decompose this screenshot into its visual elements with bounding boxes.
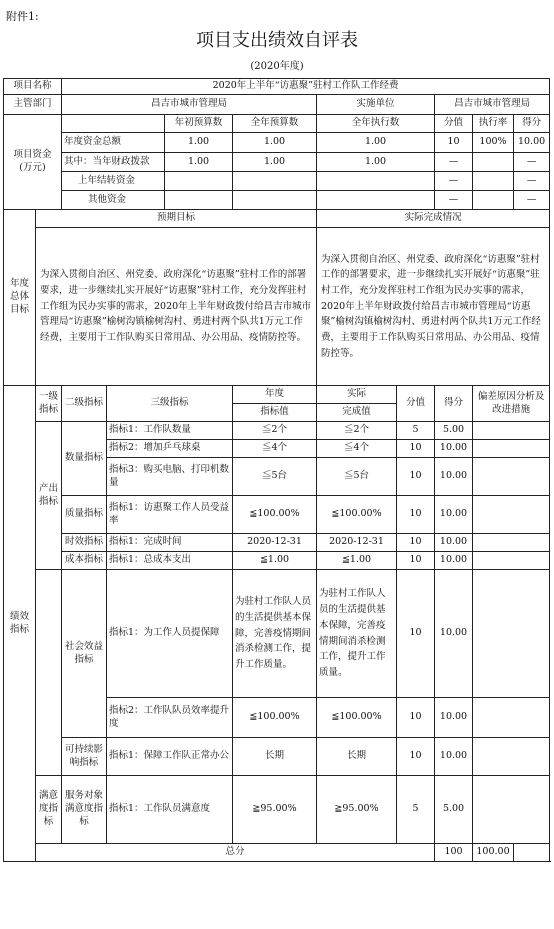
funds-row-initial: 1.00 (165, 153, 233, 172)
actual-value: ≦100.00% (317, 698, 397, 738)
funds-header-score: 分值 (435, 115, 473, 133)
l3-indicator: 指标2：增加乒乓球桌 (107, 440, 233, 458)
target-value: 为驻村工作队人员的生活提供基本保障，完善疫情期间消杀检测工作，提升工作质量。 (233, 570, 317, 698)
l3-indicator: 指标1：保障工作队正常办公 (107, 738, 233, 776)
goals-expected-text: 为深入贯彻自治区、州党委、政府深化“访惠聚”驻村工作的部署要求，进一步继续扎实开展好“访惠聚”驻村工作，充分发挥驻村工作组为民办实事的需求，2020年上半年财政拨付给昌吉市城市管理局“访惠聚”榆树沟镇榆树沟村、勇进村两个队共1万元工作经费，主要用于工作队购买日常用品、办公用品、疫情防控等。 (36, 228, 317, 386)
actual-value: 为驻村工作队人员的生活提供基本保障，完善疫情期间消杀检测工作，提升工作质量。 (317, 570, 397, 698)
indicator-header-row (4, 386, 550, 404)
header-points: 得分 (435, 386, 473, 422)
score-value: 10 (397, 738, 435, 776)
funds-row-rate (473, 153, 514, 172)
unit-label: 实施单位 (317, 95, 435, 115)
funds-header-initial: 年初预算数 (165, 115, 233, 133)
deviation-value (473, 698, 550, 738)
deviation-value (473, 458, 550, 496)
l3-indicator: 指标1：工作队员满意度 (107, 776, 233, 844)
deviation-value (473, 440, 550, 458)
points-value: 10.00 (435, 534, 473, 552)
points-value: 10.00 (435, 458, 473, 496)
funds-row-score: — (435, 172, 473, 191)
project-name-row (4, 79, 550, 95)
points-value: 10.00 (435, 496, 473, 534)
deviation-value (473, 570, 550, 698)
funds-row-points: — (514, 191, 550, 210)
actual-value: 2020-12-31 (317, 534, 397, 552)
funds-row-points: 10.00 (514, 133, 550, 153)
funds-row-name: 其中：当年财政拨款 (62, 153, 165, 172)
header-annual: 年度 (233, 386, 317, 404)
actual-value: ≦2个 (317, 422, 397, 440)
points-value: 5.00 (435, 422, 473, 440)
deviation-value (473, 776, 550, 844)
target-value: ≦2个 (233, 422, 317, 440)
funds-row-executed (317, 191, 435, 210)
funds-row-initial: 1.00 (165, 133, 233, 153)
funds-row-name: 其他资金 (62, 191, 165, 210)
funds-row-annual (233, 172, 317, 191)
funds-header-row (4, 115, 550, 133)
points-value: 10.00 (435, 440, 473, 458)
l2-quantity: 数量指标 (62, 422, 107, 496)
target-value: 2020-12-31 (233, 534, 317, 552)
project-name-value: 2020年上半年“访惠聚”驻村工作队工作经费 (62, 79, 550, 95)
funds-row-points: — (514, 153, 550, 172)
funds-row-executed: 1.00 (317, 133, 435, 153)
target-value: ≦5台 (233, 458, 317, 496)
goals-header-row (4, 210, 550, 228)
total-row (4, 844, 550, 862)
l1-satisfaction: 满意度指标 (36, 776, 62, 844)
l2-satisfaction: 服务对象满意度指标 (62, 776, 107, 844)
target-value: ≦100.00% (233, 496, 317, 534)
department-row (4, 95, 550, 115)
page-title: 项目支出绩效自评表 (196, 30, 358, 51)
goals-actual-header: 实际完成情况 (317, 210, 550, 228)
header-level2: 二级指标 (62, 386, 107, 422)
funds-row-annual: 1.00 (233, 153, 317, 172)
header-level3: 三级指标 (107, 386, 233, 422)
funds-row-score: — (435, 191, 473, 210)
score-value: 10 (397, 552, 435, 570)
dept-label: 主管部门 (4, 95, 62, 115)
score-value: 10 (397, 698, 435, 738)
goals-label: 年度总体目标 (4, 210, 36, 386)
funds-header-points: 得分 (514, 115, 550, 133)
score-value: 10 (397, 458, 435, 496)
report-year: (2020年度) (250, 61, 304, 72)
l1-output: 产出指标 (36, 422, 62, 570)
funds-row-annual (233, 191, 317, 210)
score-value: 5 (397, 422, 435, 440)
actual-value: ≧95.00% (317, 776, 397, 844)
goals-expected-header: 预期目标 (36, 210, 317, 228)
indicator-row (4, 776, 550, 844)
target-value: ≦100.00% (233, 698, 317, 738)
funds-header-blank (62, 115, 165, 133)
total-deviation (514, 844, 550, 862)
indicator-row (4, 534, 550, 552)
l3-indicator: 指标1：完成时间 (107, 534, 233, 552)
funds-header-executed: 全年执行数 (317, 115, 435, 133)
deviation-value (473, 534, 550, 552)
l2-social-benefit: 社会效益指标 (62, 570, 107, 738)
score-value: 10 (397, 534, 435, 552)
header-actual: 实际 (317, 386, 397, 404)
unit-value: 昌吉市城市管理局 (435, 95, 550, 115)
actual-value: ≦4个 (317, 440, 397, 458)
funds-row-score: — (435, 153, 473, 172)
funds-row-points: — (514, 172, 550, 191)
indicator-row (4, 738, 550, 776)
score-value: 5 (397, 776, 435, 844)
l2-timeliness: 时效指标 (62, 534, 107, 552)
funds-row-name: 年度资金总额 (62, 133, 165, 153)
l3-indicator: 指标1：工作队数量 (107, 422, 233, 440)
target-value: ≦4个 (233, 440, 317, 458)
funds-row (4, 153, 550, 172)
funds-row-annual: 1.00 (233, 133, 317, 153)
target-value: 长期 (233, 738, 317, 776)
score-value: 10 (397, 570, 435, 698)
deviation-value (473, 738, 550, 776)
dept-value: 昌吉市城市管理局 (62, 95, 317, 115)
actual-value: ≦1.00 (317, 552, 397, 570)
actual-value: ≦100.00% (317, 496, 397, 534)
l3-indicator: 指标3：购买电脑、打印机数量 (107, 458, 233, 496)
deviation-value (473, 422, 550, 440)
funds-row (4, 133, 550, 153)
l2-sustainability: 可持续影响指标 (62, 738, 107, 776)
score-value: 10 (397, 440, 435, 458)
l3-indicator: 指标1：为工作人员提保障 (107, 570, 233, 698)
funds-row-rate (473, 172, 514, 191)
goals-content-row (4, 228, 550, 386)
indicator-row (4, 570, 550, 698)
points-value: 10.00 (435, 570, 473, 698)
indicator-row (4, 496, 550, 534)
score-value: 10 (397, 496, 435, 534)
funds-label: 项目资金 (万元) (4, 115, 62, 210)
attachment-label: 附件1: (6, 10, 39, 23)
points-value: 10.00 (435, 552, 473, 570)
l3-indicator: 指标1：访惠聚工作人员受益率 (107, 496, 233, 534)
l1-effect-blank (36, 570, 62, 776)
header-level1: 一级指标 (36, 386, 62, 422)
actual-value: 长期 (317, 738, 397, 776)
total-points: 100.00 (473, 844, 514, 862)
indicators-section-label: 绩效指标 (4, 386, 36, 862)
indicator-row (4, 552, 550, 570)
points-value: 10.00 (435, 738, 473, 776)
points-value: 5.00 (435, 776, 473, 844)
funds-row-rate: 100% (473, 133, 514, 153)
target-value: ≦1.00 (233, 552, 317, 570)
funds-row-rate (473, 191, 514, 210)
project-name-label: 项目名称 (4, 79, 62, 95)
evaluation-table (3, 78, 550, 862)
funds-row-name: 上年结转资金 (62, 172, 165, 191)
funds-row (4, 172, 550, 191)
total-label: 总分 (36, 844, 435, 862)
funds-header-rate: 执行率 (473, 115, 514, 133)
l2-cost: 成本指标 (62, 552, 107, 570)
indicator-row (4, 422, 550, 440)
header-score: 分值 (397, 386, 435, 422)
goals-actual-text: 为深入贯彻自治区、州党委、政府深化“访惠聚”驻村工作的部署要求，进一步继续扎实开展好“访惠聚”驻村工作，充分发挥驻村工作组为民办实事的需求，2020年上半年财政拨付给昌吉市城市管理局“访惠聚”榆树沟镇榆树沟村、勇进村两个队共1万元工作经费，主要用于工作队购买日常用品、办公用品、疫情防控等。 (317, 228, 550, 386)
l3-indicator: 指标2：工作队队员效率提升度 (107, 698, 233, 738)
l3-indicator: 指标1：总成本支出 (107, 552, 233, 570)
funds-row-initial (165, 191, 233, 210)
points-value: 10.00 (435, 698, 473, 738)
funds-row-executed: 1.00 (317, 153, 435, 172)
total-score: 100 (435, 844, 473, 862)
target-value: ≧95.00% (233, 776, 317, 844)
funds-header-annual: 全年预算数 (233, 115, 317, 133)
header-target: 指标值 (233, 404, 317, 422)
actual-value: ≦5台 (317, 458, 397, 496)
header-done: 完成值 (317, 404, 397, 422)
deviation-value (473, 496, 550, 534)
funds-row-score: 10 (435, 133, 473, 153)
funds-row (4, 191, 550, 210)
funds-row-executed (317, 172, 435, 191)
l2-quality: 质量指标 (62, 496, 107, 534)
funds-row-initial (165, 172, 233, 191)
header-deviation: 偏差原因分析及改进措施 (473, 386, 550, 422)
deviation-value (473, 552, 550, 570)
